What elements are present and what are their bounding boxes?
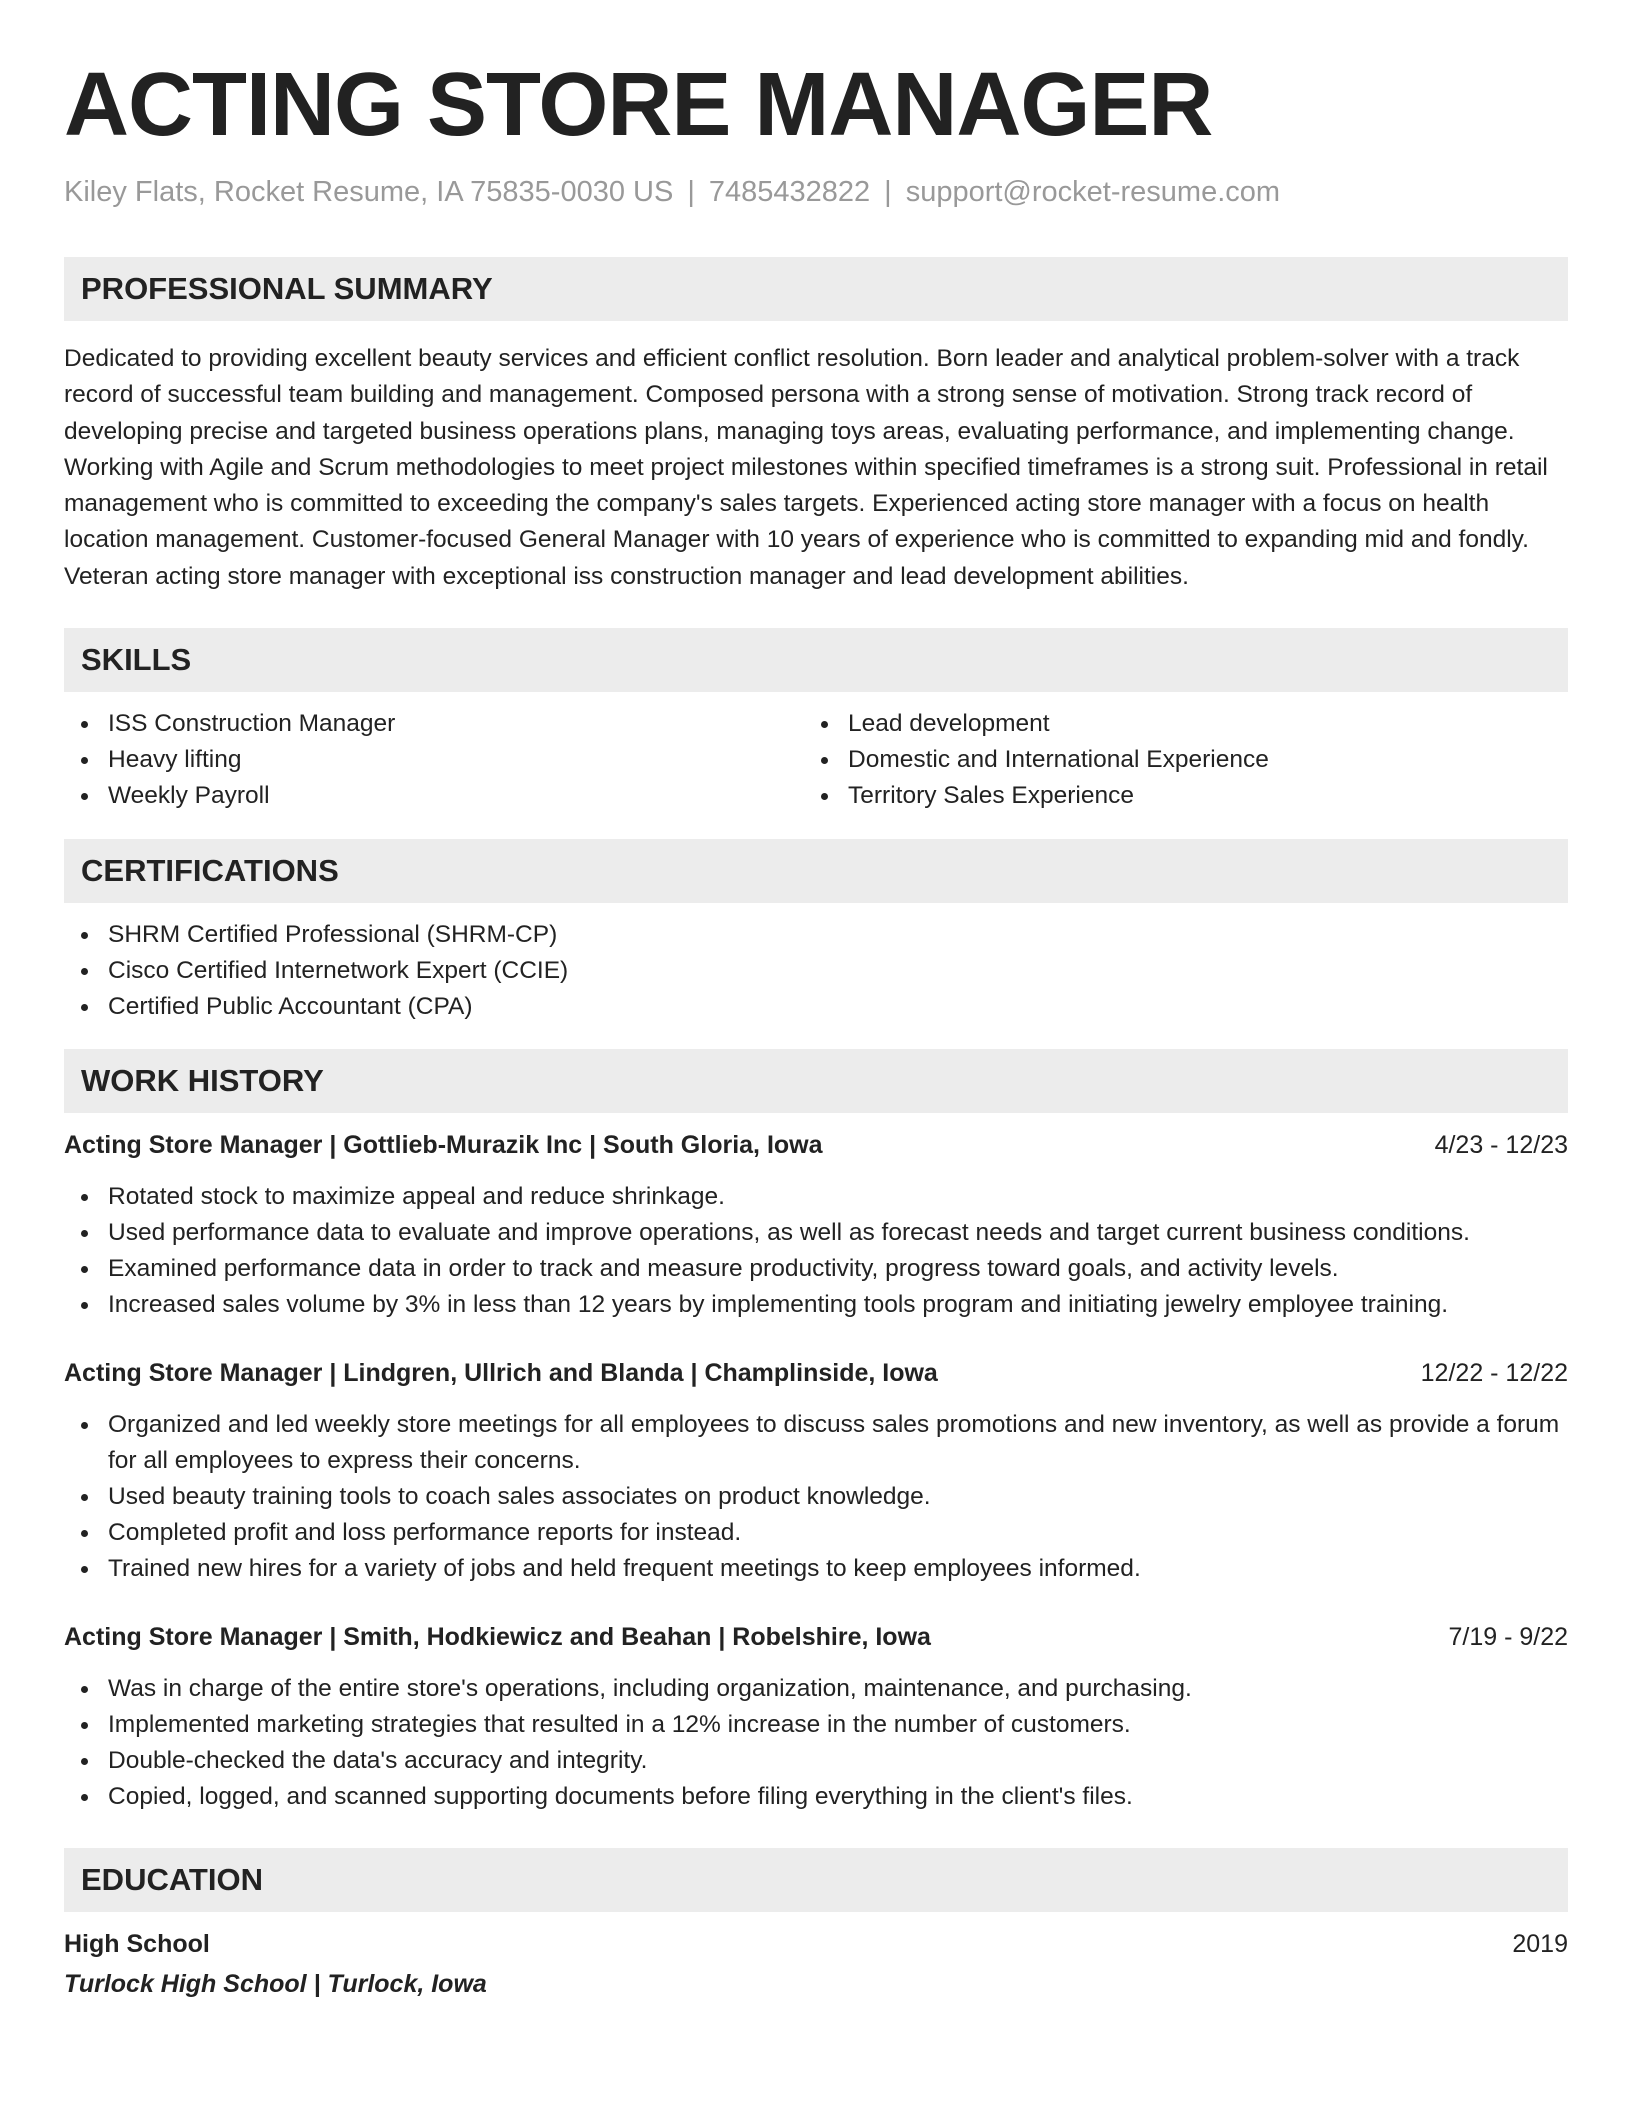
job-bullet: Examined performance data in order to track and measure productivity, progress toward goals, and activity levels.	[64, 1251, 1568, 1287]
skills-left-column	[64, 706, 804, 814]
skill-item: Territory Sales Experience	[804, 778, 1544, 814]
job-entry	[64, 1619, 1568, 1815]
certifications-list	[64, 917, 1568, 1025]
job-dates: 4/23 - 12/23	[1434, 1131, 1568, 1160]
skill-item: Weekly Payroll	[64, 778, 804, 814]
skills-heading: SKILLS	[64, 628, 1568, 692]
job-bullet: Double-checked the data's accuracy and integrity.	[64, 1743, 1568, 1779]
job-bullet: Increased sales volume by 3% in less than 12 years by implementing tools program and initiating jewelry employee training.	[64, 1287, 1568, 1323]
education-school: Turlock High School | Turlock, Iowa	[64, 1970, 487, 1999]
job-title: Acting Store Manager | Gottlieb-Murazik Inc | South Gloria, Iowa	[64, 1131, 823, 1160]
job-bullet: Used performance data to evaluate and improve operations, as well as forecast needs and target current business conditions.	[64, 1215, 1568, 1251]
skill-item: Lead development	[804, 706, 1544, 742]
education-degree: High School	[64, 1930, 210, 1959]
contact-phone: 7485432822	[708, 176, 871, 208]
job-title: Acting Store Manager | Smith, Hodkiewicz and Beahan | Robelshire, Iowa	[64, 1623, 931, 1652]
contact-line	[64, 178, 1568, 207]
summary-heading: PROFESSIONAL SUMMARY	[64, 257, 1568, 321]
education-heading: EDUCATION	[64, 1848, 1568, 1912]
skills-right-column	[804, 706, 1544, 814]
job-dates: 7/19 - 9/22	[1448, 1623, 1568, 1652]
job-bullet: Copied, logged, and scanned supporting documents before filing everything in the client's files.	[64, 1779, 1568, 1815]
candidate-name: ACTING STORE MANAGER	[64, 55, 1213, 155]
skills-grid	[64, 706, 1568, 814]
contact-email: support@rocket-resume.com	[905, 176, 1281, 208]
job-bullets	[64, 1671, 1568, 1815]
job-header	[64, 1619, 1568, 1655]
job-header	[64, 1127, 1568, 1163]
contact-separator: |	[884, 176, 892, 208]
job-bullet: Used beauty training tools to coach sales associates on product knowledge.	[64, 1479, 1568, 1515]
education-header	[64, 1926, 1568, 1962]
job-bullet: Implemented marketing strategies that resulted in a 12% increase in the number of customers.	[64, 1707, 1568, 1743]
job-dates: 12/22 - 12/22	[1420, 1359, 1568, 1388]
skill-item: Domestic and International Experience	[804, 742, 1544, 778]
skill-item: Heavy lifting	[64, 742, 804, 778]
job-entry	[64, 1127, 1568, 1323]
job-bullet: Completed profit and loss performance reports for instead.	[64, 1515, 1568, 1551]
job-bullet: Organized and led weekly store meetings for all employees to discuss sales promotions and new inventory, as well as provide a forum for all employees to express their concerns.	[64, 1407, 1568, 1479]
certification-item: SHRM Certified Professional (SHRM-CP)	[64, 917, 1568, 953]
job-entry	[64, 1355, 1568, 1587]
job-bullet: Was in charge of the entire store's operations, including organization, maintenance, and purchasing.	[64, 1671, 1568, 1707]
education-year: 2019	[1512, 1930, 1568, 1959]
job-bullet: Trained new hires for a variety of jobs and held frequent meetings to keep employees informed.	[64, 1551, 1568, 1587]
job-header	[64, 1355, 1568, 1391]
summary-text: Dedicated to providing excellent beauty services and efficient conflict resolution. Born leader and analytical problem-solver with a track record of successful team building and management. Composed persona with a strong sense of motivation. Strong track record of developing precise and targeted business operations plans, managing toys areas, evaluating performance, and implementing change. Working with Agile and Scrum methodologies to meet project milestones within specified timeframes is a strong suit. Professional in retail management who is committed to exceeding the company's sales targets. Experienced acting store manager with a focus on health location management. Customer-focused General Manager with 10 years of experience who is committed to expanding mid and fondly. Veteran acting store manager with exceptional iss construction manager and lead development abilities.	[64, 345, 1548, 590]
job-bullets	[64, 1179, 1568, 1323]
skill-item: ISS Construction Manager	[64, 706, 804, 742]
contact-separator: |	[687, 176, 695, 208]
job-bullet: Rotated stock to maximize appeal and reduce shrinkage.	[64, 1179, 1568, 1215]
contact-address: Kiley Flats, Rocket Resume, IA 75835-0030 US	[64, 176, 674, 208]
certification-item: Certified Public Accountant (CPA)	[64, 989, 1568, 1025]
job-bullets	[64, 1407, 1568, 1587]
certification-item: Cisco Certified Internetwork Expert (CCIE)	[64, 953, 1568, 989]
job-title: Acting Store Manager | Lindgren, Ullrich and Blanda | Champlinside, Iowa	[64, 1359, 938, 1388]
certifications-heading: CERTIFICATIONS	[64, 839, 1568, 903]
work-history-heading: WORK HISTORY	[64, 1049, 1568, 1113]
